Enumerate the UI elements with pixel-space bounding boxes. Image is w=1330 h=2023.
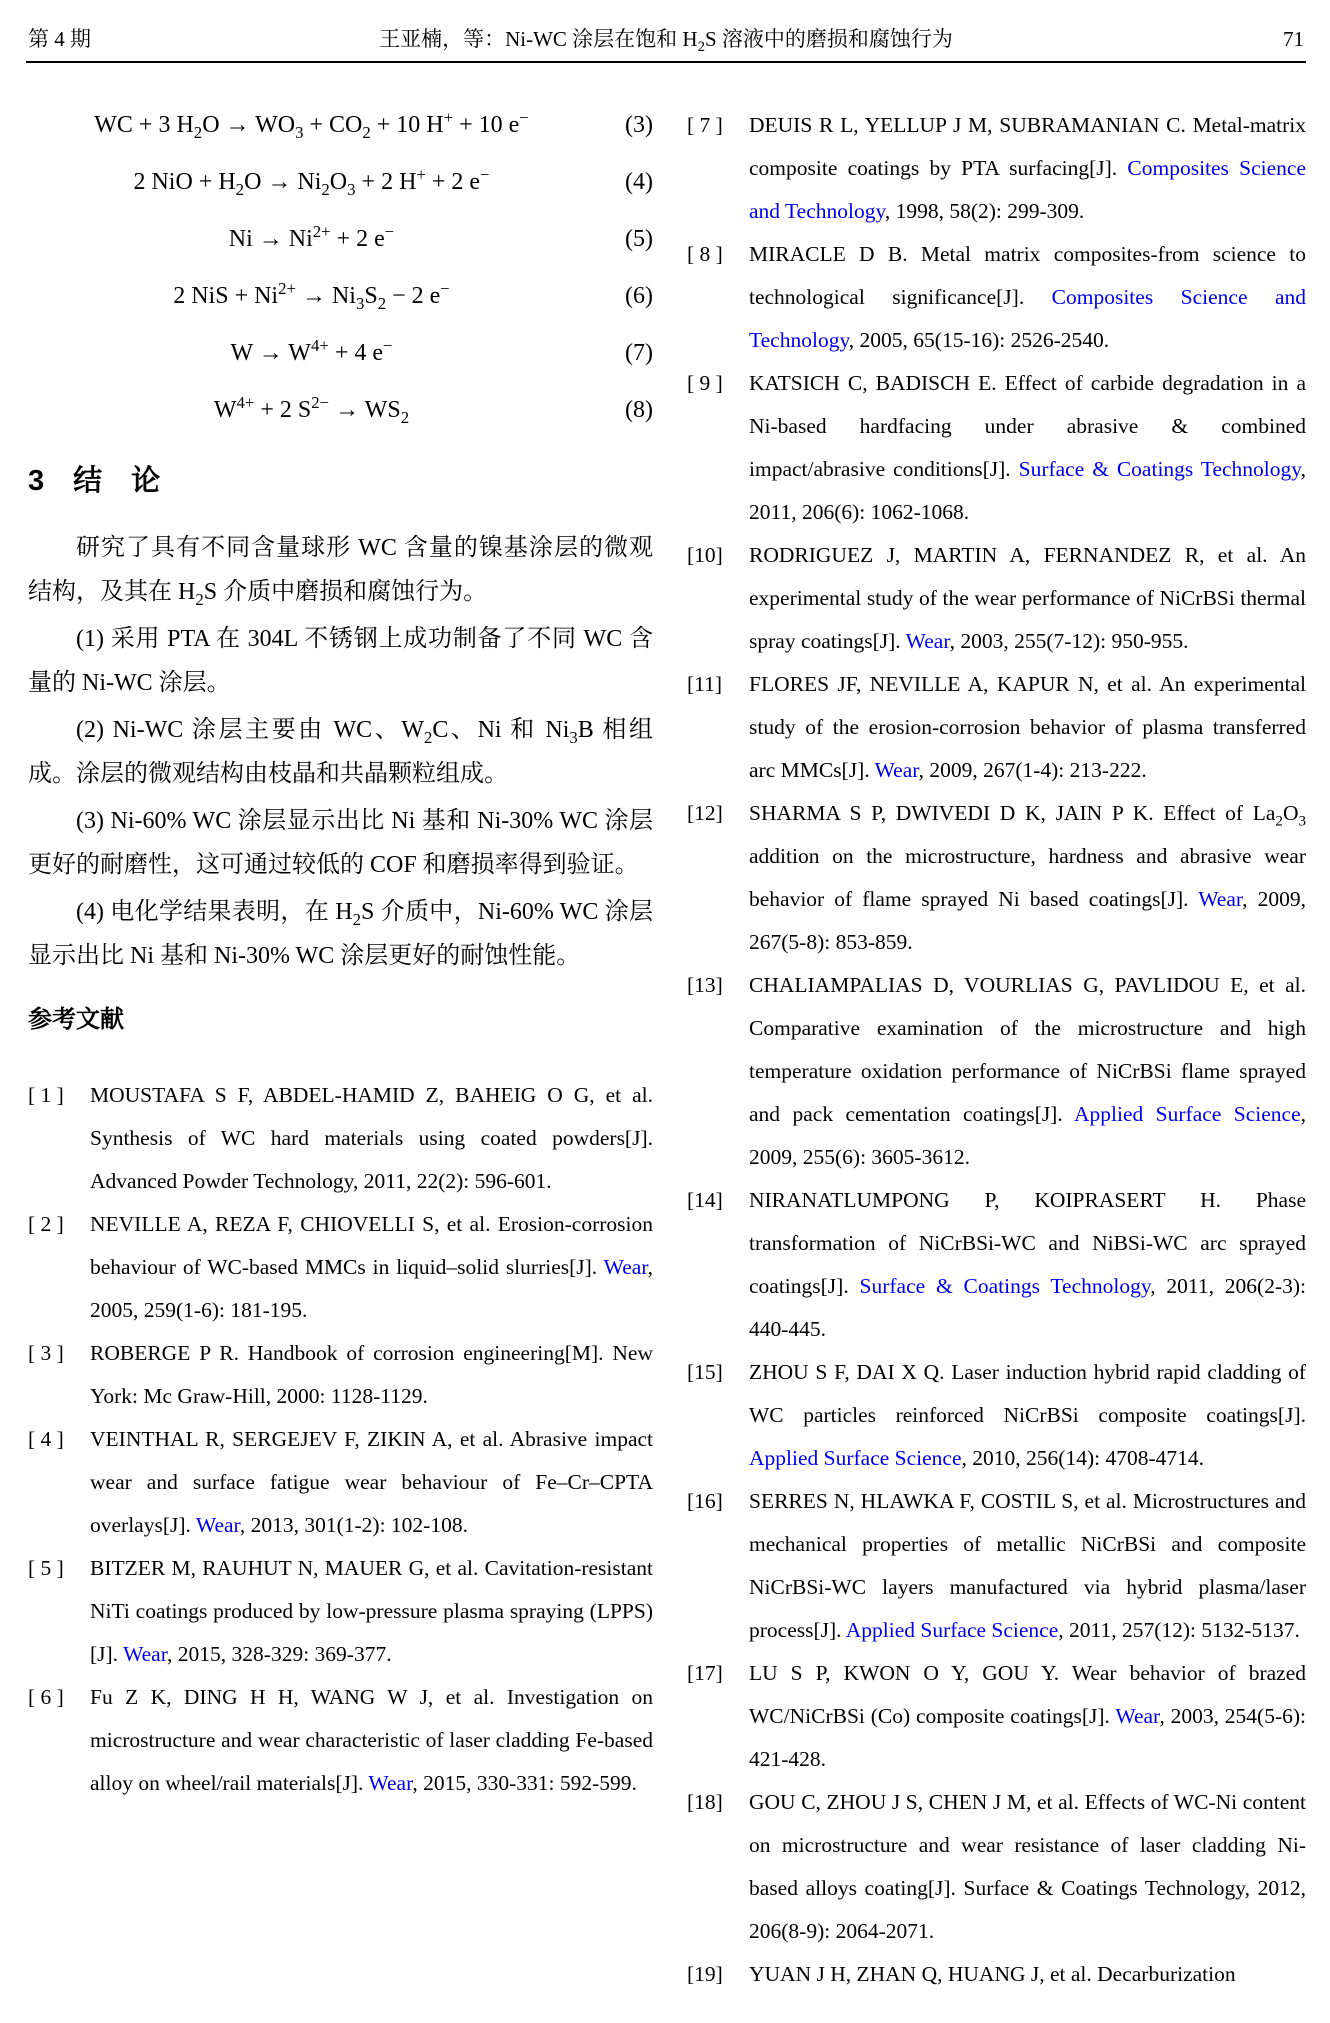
- reference-segment: , 2011, 206(2-3): 440-445.: [749, 1274, 1307, 1341]
- reference-text: [749, 801, 1306, 954]
- reference-segment: ROBERGE P R. Handbook of corrosion engineering[M]. New York: Mc Graw-Hill, 2000: 1128-1129.: [90, 1341, 653, 1408]
- reference-label: [12]: [687, 801, 723, 825]
- reference-item: [28, 1547, 653, 1676]
- reference-label: [ 6 ]: [28, 1685, 64, 1709]
- equation: [28, 268, 653, 325]
- reference-text: [90, 1556, 653, 1666]
- reference-segment: DEUIS R L, YELLUP J M, SUBRAMANIAN C. Metal-matrix composite coatings by PTA surfacing[J].: [749, 113, 1306, 180]
- reference-label: [ 7 ]: [687, 113, 723, 137]
- reference-text: [749, 1188, 1306, 1341]
- reference-item: [687, 104, 1306, 233]
- journal-link[interactable]: Composites Science and Technology: [749, 285, 1306, 352]
- reference-text: [90, 1212, 653, 1322]
- reference-segment: , 2005, 65(15-16): 2526-2540.: [848, 328, 1110, 352]
- equation-number: (4): [625, 169, 653, 195]
- reference-segment: , 2011, 206(6): 1062-1068.: [749, 457, 1306, 524]
- reference-segment: YUAN J H, ZHAN Q, HUANG J, et al. Decarburization: [749, 1962, 1236, 1986]
- reference-label: [15]: [687, 1360, 723, 1384]
- reference-segment: , 2009, 267(5-8): 853-859.: [749, 887, 1306, 954]
- reference-item: [687, 663, 1306, 792]
- reference-segment: , 2015, 328-329: 369-377.: [167, 1642, 392, 1666]
- conclusion-paragraph: (4) 电化学结果表明，在 $H_2S$ 介质中，Ni-60% WC 涂层显示出比 Ni 基和 Ni-30% WC 涂层更好的耐蚀性能。: [28, 899, 653, 969]
- reference-label: [17]: [687, 1661, 723, 1685]
- equation-number: (5): [625, 226, 653, 252]
- equation-formula: $Ni \to Ni^{2+} + 2$ e−: [228, 222, 395, 252]
- journal-link[interactable]: Wear: [603, 1255, 648, 1279]
- reference-item: [28, 1418, 653, 1547]
- two-column-body: [28, 63, 1306, 1996]
- journal-link[interactable]: Composites Science and Technology: [749, 156, 1306, 223]
- reference-segment: , 1998, 58(2): 299-309.: [884, 199, 1085, 223]
- reference-label: [ 1 ]: [28, 1083, 64, 1107]
- journal-link[interactable]: Surface & Coatings Technology: [1018, 457, 1301, 481]
- equations-block: [28, 97, 653, 439]
- journal-link[interactable]: Applied Surface Science: [845, 1618, 1059, 1642]
- reference-segment: , 2013, 301(1-2): 102-108.: [239, 1513, 468, 1537]
- reference-segment: RODRIGUEZ J, MARTIN A, FERNANDEZ R, et al. An experimental study of the wear performance of NiCrBSi thermal spray coatings[J].: [749, 543, 1306, 653]
- reference-label: [19]: [687, 1962, 723, 1986]
- reference-label: [18]: [687, 1790, 723, 1814]
- reference-segment: VEINTHAL R, SERGEJEV F, ZIKIN A, et al. Abrasive impact wear and surface fatigue wear behaviour of Fe–Cr–CPTA overlays[J].: [90, 1427, 653, 1537]
- right-column: [687, 63, 1306, 1996]
- equation-formula: $W \to W^{4+} + 4$ e−: [230, 336, 393, 366]
- reference-segment: , 2009, 267(1-4): 213-222.: [918, 758, 1147, 782]
- reference-segment: SERRES N, HLAWKA F, COSTIL S, et al. Microstructures and mechanical properties of metallic NiCrBSi and composite NiCrBSi-WC layers manufactured via hybrid plasma/laser process[J].: [749, 1489, 1306, 1642]
- reference-item: [687, 1351, 1306, 1480]
- reference-item: [687, 233, 1306, 362]
- conclusion-paragraph: (2) Ni-WC 涂层主要由 WC、$W_2C$、Ni 和 $Ni_3B$ 相组成。涂层的微观结构由枝晶和共晶颗粒组成。: [28, 717, 654, 787]
- journal-link[interactable]: Surface & Coatings Technology: [859, 1274, 1151, 1298]
- equation-formula: 2 NiO + $H_2O \to Ni_2O_3 + 2$ H+ + 2 e−: [133, 165, 490, 199]
- reference-segment: KATSICH C, BADISCH E. Effect of carbide degradation in a Ni-based hardfacing under abrasive & combined impact/abrasive conditions[J].: [749, 371, 1306, 481]
- journal-link[interactable]: Applied Surface Science: [1073, 1102, 1301, 1126]
- conclusion-body: [28, 527, 653, 978]
- reference-segment: , 2005, 259(1-6): 181-195.: [90, 1255, 653, 1322]
- equation-number: (8): [625, 397, 653, 423]
- reference-label: [13]: [687, 973, 723, 997]
- reference-text: [90, 1427, 653, 1537]
- reference-segment: , 2009, 255(6): 3605-3612.: [749, 1102, 1306, 1169]
- reference-item: [687, 792, 1306, 964]
- journal-link[interactable]: Wear: [1198, 887, 1243, 911]
- equation: [28, 382, 653, 439]
- reference-label: [ 4 ]: [28, 1427, 64, 1451]
- reference-segment: MOUSTAFA S F, ABDEL-HAMID Z, BAHEIG O G, et al. Synthesis of WC hard materials using coated powders[J]. Advanced Powder Technology, 2011, 22(2): 596-601.: [90, 1083, 653, 1193]
- equation-formula: 2 NiS + $Ni^{2+} \to Ni_3S_2 - 2$ e−: [173, 279, 450, 313]
- reference-label: [ 8 ]: [687, 242, 723, 266]
- reference-text: [749, 113, 1306, 223]
- reference-text: [749, 672, 1306, 782]
- reference-segment: LU S P, KWON O Y, GOU Y. Wear behavior of brazed WC/NiCrBSi (Co) composite coatings[J].: [749, 1661, 1306, 1728]
- equation: [28, 211, 653, 268]
- equation-number: (7): [625, 340, 653, 366]
- reference-list-right: [687, 104, 1306, 1996]
- reference-segment: MIRACLE D B. Metal matrix composites-from science to technological significance[J].: [749, 242, 1306, 309]
- reference-segment: , 2011, 257(12): 5132-5137.: [1058, 1618, 1300, 1642]
- reference-segment: BITZER M, RAUHUT N, MAUER G, et al. Cavitation-resistant NiTi coatings produced by low-pressure plasma spraying (LPPS)[J].: [90, 1556, 653, 1666]
- reference-segment: ZHOU S F, DAI X Q. Laser induction hybrid rapid cladding of WC particles reinforced NiCrBSi composite coatings[J].: [749, 1360, 1306, 1427]
- reference-item: [28, 1203, 653, 1332]
- journal-link[interactable]: Wear: [368, 1771, 413, 1795]
- reference-label: [ 2 ]: [28, 1212, 64, 1236]
- reference-text: [749, 1661, 1306, 1771]
- reference-segment: NIRANATLUMPONG P, KOIPRASERT H. Phase transformation of NiCrBSi-WC and NiBSi-WC arc sprayed coatings[J].: [749, 1188, 1306, 1298]
- reference-segment: , 2015, 330-331: 592-599.: [412, 1771, 637, 1795]
- equation-formula: WC + 3 $H_2O \to WO_3 + CO_2 + 10$ H+ + 10 e−: [94, 108, 529, 142]
- reference-item: [687, 964, 1306, 1179]
- reference-item: [687, 1781, 1306, 1953]
- reference-item: [687, 1179, 1306, 1351]
- left-column: [28, 63, 653, 1996]
- reference-text: [90, 1341, 653, 1408]
- page-number: 71: [1283, 27, 1304, 51]
- conclusion-paragraph: (3) Ni-60% WC 涂层显示出比 Ni 基和 Ni-30% WC 涂层更好的耐磨性，这可通过较低的 COF 和磨损率得到验证。: [28, 808, 653, 878]
- reference-text: [749, 1962, 1236, 1986]
- reference-label: [14]: [687, 1188, 723, 1212]
- reference-label: [ 3 ]: [28, 1341, 64, 1365]
- equation: [28, 325, 653, 382]
- reference-item: [687, 534, 1306, 663]
- journal-link[interactable]: Applied Surface Science: [749, 1446, 962, 1470]
- journal-link[interactable]: Wear: [123, 1642, 168, 1666]
- reference-item: [687, 362, 1306, 534]
- reference-text: [749, 371, 1306, 524]
- running-title: 王亚楠，等：Ni-WC 涂层在饱和 $H_2S$ 溶液中的磨损和腐蚀行为: [379, 27, 953, 56]
- reference-text: [749, 242, 1306, 352]
- reference-text: [749, 1360, 1306, 1470]
- reference-text: [90, 1685, 653, 1795]
- equation: [28, 97, 653, 154]
- conclusion-heading: 3 结 论: [28, 465, 161, 497]
- reference-text: [749, 973, 1306, 1169]
- journal-link[interactable]: Wear: [905, 629, 950, 653]
- journal-issue: 第 4 期: [28, 27, 91, 51]
- equation-number: (6): [625, 283, 653, 309]
- reference-text: [749, 543, 1306, 653]
- journal-link[interactable]: Wear: [1115, 1704, 1160, 1728]
- references-heading: 参考文献: [28, 1006, 124, 1033]
- equation-number: (3): [625, 112, 653, 138]
- reference-item: [687, 1480, 1306, 1652]
- reference-text: [749, 1489, 1306, 1642]
- reference-text: [749, 1790, 1306, 1943]
- reference-item: [687, 1652, 1306, 1781]
- reference-segment: SHARMA S P, DWIVEDI D K, JAIN P K. Effect of $La_2O_3$ addition on the microstructure, hardness and abrasive wear behavior of flame sprayed Ni based coatings[J].: [749, 801, 1306, 911]
- journal-link[interactable]: Wear: [874, 758, 919, 782]
- reference-segment: NEVILLE A, REZA F, CHIOVELLI S, et al. Erosion-corrosion behaviour of WC-based MMCs in liquid–solid slurries[J].: [90, 1212, 653, 1279]
- reference-item: [28, 1074, 653, 1203]
- reference-label: [10]: [687, 543, 723, 567]
- reference-segment: GOU C, ZHOU J S, CHEN J M, et al. Effects of WC-Ni content on microstructure and wear resistance of laser cladding Ni-based alloys coating[J]. Surface & Coatings Technology, 2012, 206(8-9): 2064-2071.: [749, 1790, 1306, 1943]
- reference-text: [90, 1083, 653, 1193]
- page-header: [28, 26, 1304, 56]
- reference-segment: , 2003, 254(5-6): 421-428.: [749, 1704, 1307, 1771]
- journal-link[interactable]: Wear: [195, 1513, 240, 1537]
- conclusion-paragraph: 研究了具有不同含量球形 WC 含量的镍基涂层的微观结构，及其在 $H_2S$ 介质中磨损和腐蚀行为。: [28, 535, 653, 609]
- reference-label: [ 9 ]: [687, 371, 723, 395]
- reference-item: [28, 1676, 653, 1805]
- reference-item: [687, 1953, 1306, 1996]
- equation-formula: $W^{4+} + 2$ $S^{2-} \to WS_2$: [213, 393, 410, 427]
- reference-segment: , 2010, 256(14): 4708-4714.: [961, 1446, 1204, 1470]
- reference-segment: , 2003, 255(7-12): 950-955.: [949, 629, 1189, 653]
- reference-label: [ 5 ]: [28, 1556, 64, 1580]
- reference-item: [28, 1332, 653, 1418]
- equation: [28, 154, 653, 211]
- reference-segment: FLORES JF, NEVILLE A, KAPUR N, et al. An experimental study of the erosion-corrosion behavior of plasma transferred arc MMCs[J].: [749, 672, 1306, 782]
- reference-segment: Fu Z K, DING H H, WANG W J, et al. Investigation on microstructure and wear characteristic of laser cladding Fe-based alloy on wheel/rail materials[J].: [90, 1685, 653, 1795]
- reference-segment: CHALIAMPALIAS D, VOURLIAS G, PAVLIDOU E, et al. Comparative examination of the microstructure and high temperature oxidation performance of NiCrBSi flame sprayed and pack cementation coatings[J].: [749, 973, 1306, 1126]
- reference-label: [16]: [687, 1489, 723, 1513]
- conclusion-paragraph: (1) 采用 PTA 在 304L 不锈钢上成功制备了不同 WC 含量的 Ni-WC 涂层。: [28, 626, 653, 696]
- reference-list-left: [28, 1074, 653, 1805]
- reference-label: [11]: [687, 672, 723, 696]
